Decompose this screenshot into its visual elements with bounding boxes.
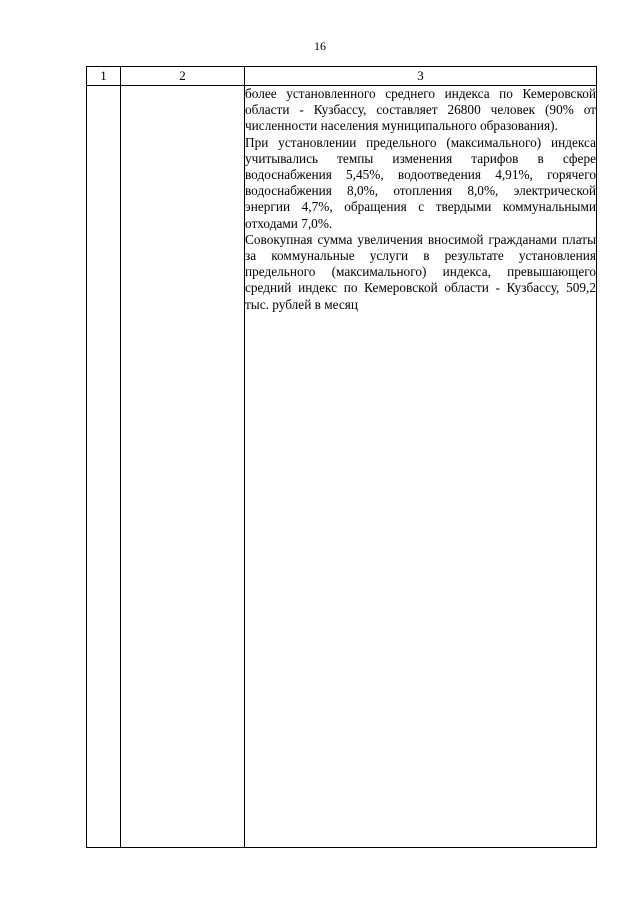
cell-col3 bbox=[245, 86, 597, 848]
column-header-1: 1 bbox=[87, 67, 121, 86]
column-header-2: 2 bbox=[121, 67, 245, 86]
paragraph-tariff-rates: При установлении предельного (максимального) индекса учитывались темпы изменения тарифов в сфере водоснабжения 5,45%, водоотведения 4,91%, горячего водоснабжения 8,0%, отопления 8,0%, электрической энергии 4,7%, обращения с твердыми коммунальными отходами 7,0%. bbox=[245, 134, 596, 231]
table-header-row bbox=[87, 67, 597, 86]
document-table bbox=[86, 66, 597, 848]
cell-col2 bbox=[121, 86, 245, 848]
table-row bbox=[87, 86, 597, 848]
cell-col1 bbox=[87, 86, 121, 848]
page-number: 16 bbox=[314, 39, 326, 53]
column-header-3: 3 bbox=[245, 67, 597, 86]
paragraph-population: более установленного среднего индекса по Кемеровской области - Кузбассу, составляет 26800 человек (90% от численности населения муниципального образования). bbox=[245, 86, 596, 134]
paragraph-total-increase: Совокупная сумма увеличения вносимой гражданами платы за коммунальные услуги в результате установления предельного (максимального) индекса, превышающего средний индекс по Кемеровской области - Кузбассу, 509,2 тыс. рублей в месяц bbox=[245, 231, 596, 312]
